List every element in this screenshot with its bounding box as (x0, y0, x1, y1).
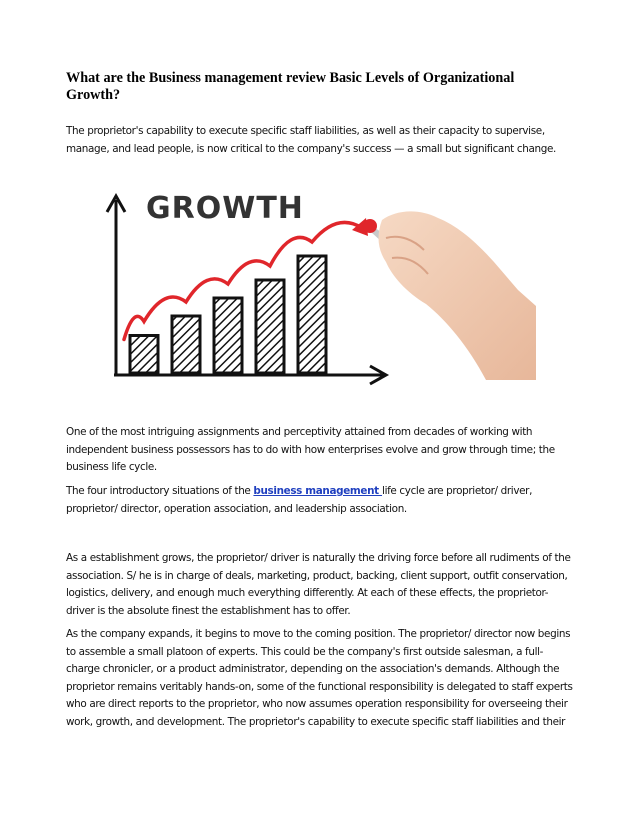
growth-chart-illustration (66, 180, 566, 400)
chart-bar (172, 316, 200, 373)
chart-bars (130, 256, 326, 373)
hand-illustration (363, 211, 536, 380)
chart-bar (298, 256, 326, 373)
intro-paragraph: The proprietor's capability to execute specific staff liabilities, as well as their capacity to supervise, manage, and lead people, is now critical to the company's success — a small but significant change. (66, 125, 556, 155)
growth-heading: GROWTH (146, 191, 304, 226)
paragraph-life-cycle: One of the most intriguing assignments and perceptivity attained from decades of working with independent business possessors has to do with how enterprises evolve and grow through time; the business life cycle. (66, 426, 555, 474)
business-management-link[interactable]: business management (253, 485, 383, 497)
chart-bar (256, 280, 284, 373)
chart-bar (214, 298, 242, 373)
marker-tip (363, 219, 377, 233)
paragraph-proprietor-director: As the company expands, it begins to move to the coming position. The proprietor/ director now begins to assemble a small platoon of experts. This could be the company's first outside salesman, a full- charge chronicler, or a product administrator, depending on the association's demands. Although the proprietor remains veritably hands-on, some of the functional responsibility is delegated to staff experts who are direct reports to the proprietor, who now assumes operation responsibility for overseeing their work, growth, and development. The proprietor's capability to execute specific staff liabilities and their (66, 628, 573, 728)
page-title: What are the Business management review Basic Levels of Organizational Growth? (66, 70, 515, 103)
paragraph-four-situations (66, 483, 576, 518)
para2-lead: The four introductory situations of the (66, 485, 254, 497)
chart-bar (130, 336, 158, 374)
para2-tail: life cycle are proprietor/ driver, proprietor/ director, operation association, and leadership association. (66, 485, 533, 515)
paragraph-proprietor-driver: As a establishment grows, the proprietor/ driver is naturally the driving force before all rudiments of the association. S/ he is in charge of deals, marketing, product, backing, client support, outfit conservation, logistics, delivery, and enough much everything differently. At each of these effects, the proprietor-driver is the absolute finest the establishment has to offer. (66, 552, 571, 617)
